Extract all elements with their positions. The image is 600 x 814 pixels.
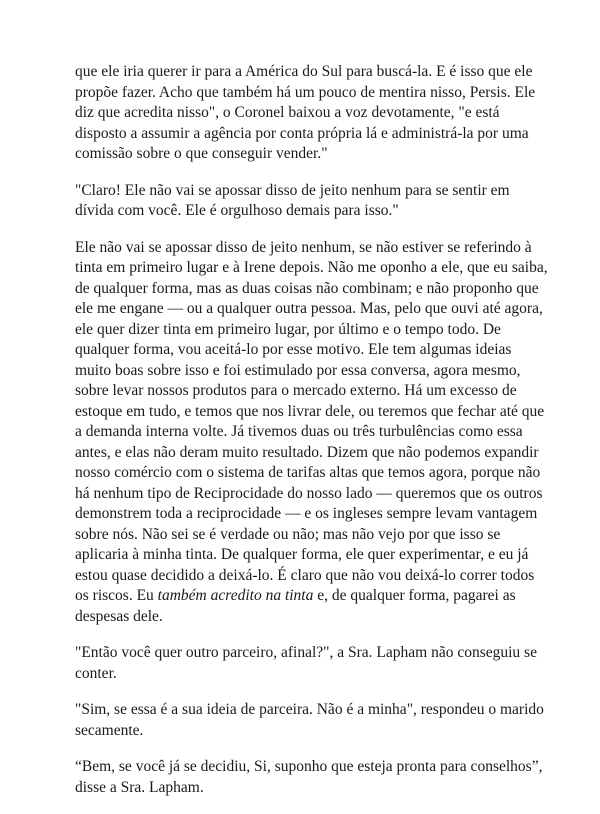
paragraph-2 [75, 181, 545, 222]
text-line: “Bem, se você já se decidiu, Si, suponho que esteja pronta para conselhos”, [75, 758, 543, 775]
text-line: a demanda interna volte. Já tivemos duas ou três turbulências como essa [75, 423, 523, 440]
text-line: nosso comércio com o sistema de tarifas altas que temos agora, porque não [75, 464, 541, 481]
text-line: sobre nós. Não sei se é verdade ou não; mas não vejo por que isso se [75, 525, 501, 543]
text-line: aplicaria à minha tinta. De qualquer forma, ele quer experimentar, e eu já [75, 546, 529, 563]
text-line: Ele não vai se apossar disso de jeito nenhum, se não estiver se referindo à [75, 238, 532, 256]
paragraph-4 [75, 643, 545, 684]
text-line: disse a Sra. Lapham. [75, 778, 204, 796]
text-line: secamente. [75, 721, 144, 739]
text-line-with-italic [75, 586, 545, 607]
text-line: propõe fazer. Acho que também há um pouco de mentira nisso, Persis. Ele [75, 83, 536, 101]
text-line: "Sim, se essa é a sua ideia de parceira. Não é a minha", respondeu o marido [75, 701, 544, 718]
text-line: "Então você quer outro parceiro, afinal?", a Sra. Lapham não conseguiu se [75, 644, 537, 661]
text-line: demonstrem toda a reciprocidade — e os ingleses sempre levam vantagem [75, 505, 538, 522]
paragraph-1 [75, 62, 545, 165]
text-line: há nenhum tipo de Reciprocidade do nosso lado — queremos que os outros [75, 484, 543, 502]
text-line: diz que acredita nisso", o Coronel baixou a voz devotamente, "e está [75, 104, 500, 121]
text-segment: e, de qualquer forma, pagarei as [313, 587, 516, 604]
text-segment: os riscos. Eu [75, 587, 158, 604]
text-line: tinta em primeiro lugar e à Irene depois. Não me oponho a ele, que eu saiba, [75, 259, 548, 276]
text-line: de qualquer forma, mas as duas coisas não combinam; e não proponho que [75, 279, 539, 297]
paragraph-6 [75, 757, 545, 798]
document-body [75, 62, 548, 814]
text-line: comissão sobre o que conseguir vender." [75, 145, 328, 162]
text-line: muito boas sobre isso e foi estimulado por essa conversa, agora mesmo, [75, 361, 521, 379]
text-line: sobre levar nossos produtos para o mercado externo. Há um excesso de [75, 382, 517, 399]
paragraph-5 [75, 700, 545, 741]
text-line: antes, e elas não deram muito resultado. Dizem que não podemos expandir [75, 443, 539, 461]
text-line: estou quase decidido a deixá-lo. É claro que não vou deixá-lo correr todos [75, 566, 535, 584]
text-line: ele quer dizer tinta em primeiro lugar, por último e o tempo todo. De [75, 320, 501, 338]
text-line: qualquer forma, vou aceitá-lo por esse motivo. Ele tem algumas ideias [75, 341, 512, 358]
text-line: despesas dele. [75, 607, 163, 625]
text-line: ele me engane — ou a qualquer outra pessoa. Mas, pelo que ouvi até agora, [75, 300, 543, 317]
text-line: "Claro! Ele não vai se apossar disso de jeito nenhum para se sentir em [75, 181, 510, 199]
paragraph-3 [75, 238, 548, 628]
text-line: conter. [75, 664, 117, 682]
text-line: dívida com você. Ele é orgulhoso demais para isso." [75, 202, 399, 219]
text-line: que ele iria querer ir para a América do Sul para buscá-la. E é isso que ele [75, 63, 533, 80]
text-line: disposto a assumir a agência por conta própria lá e administrá-la por uma [75, 124, 529, 142]
italic-phrase: também acredito na tinta [157, 587, 314, 604]
text-line: estoque em tudo, e temos que nos livrar dele, ou teremos que fechar até que [75, 402, 545, 420]
